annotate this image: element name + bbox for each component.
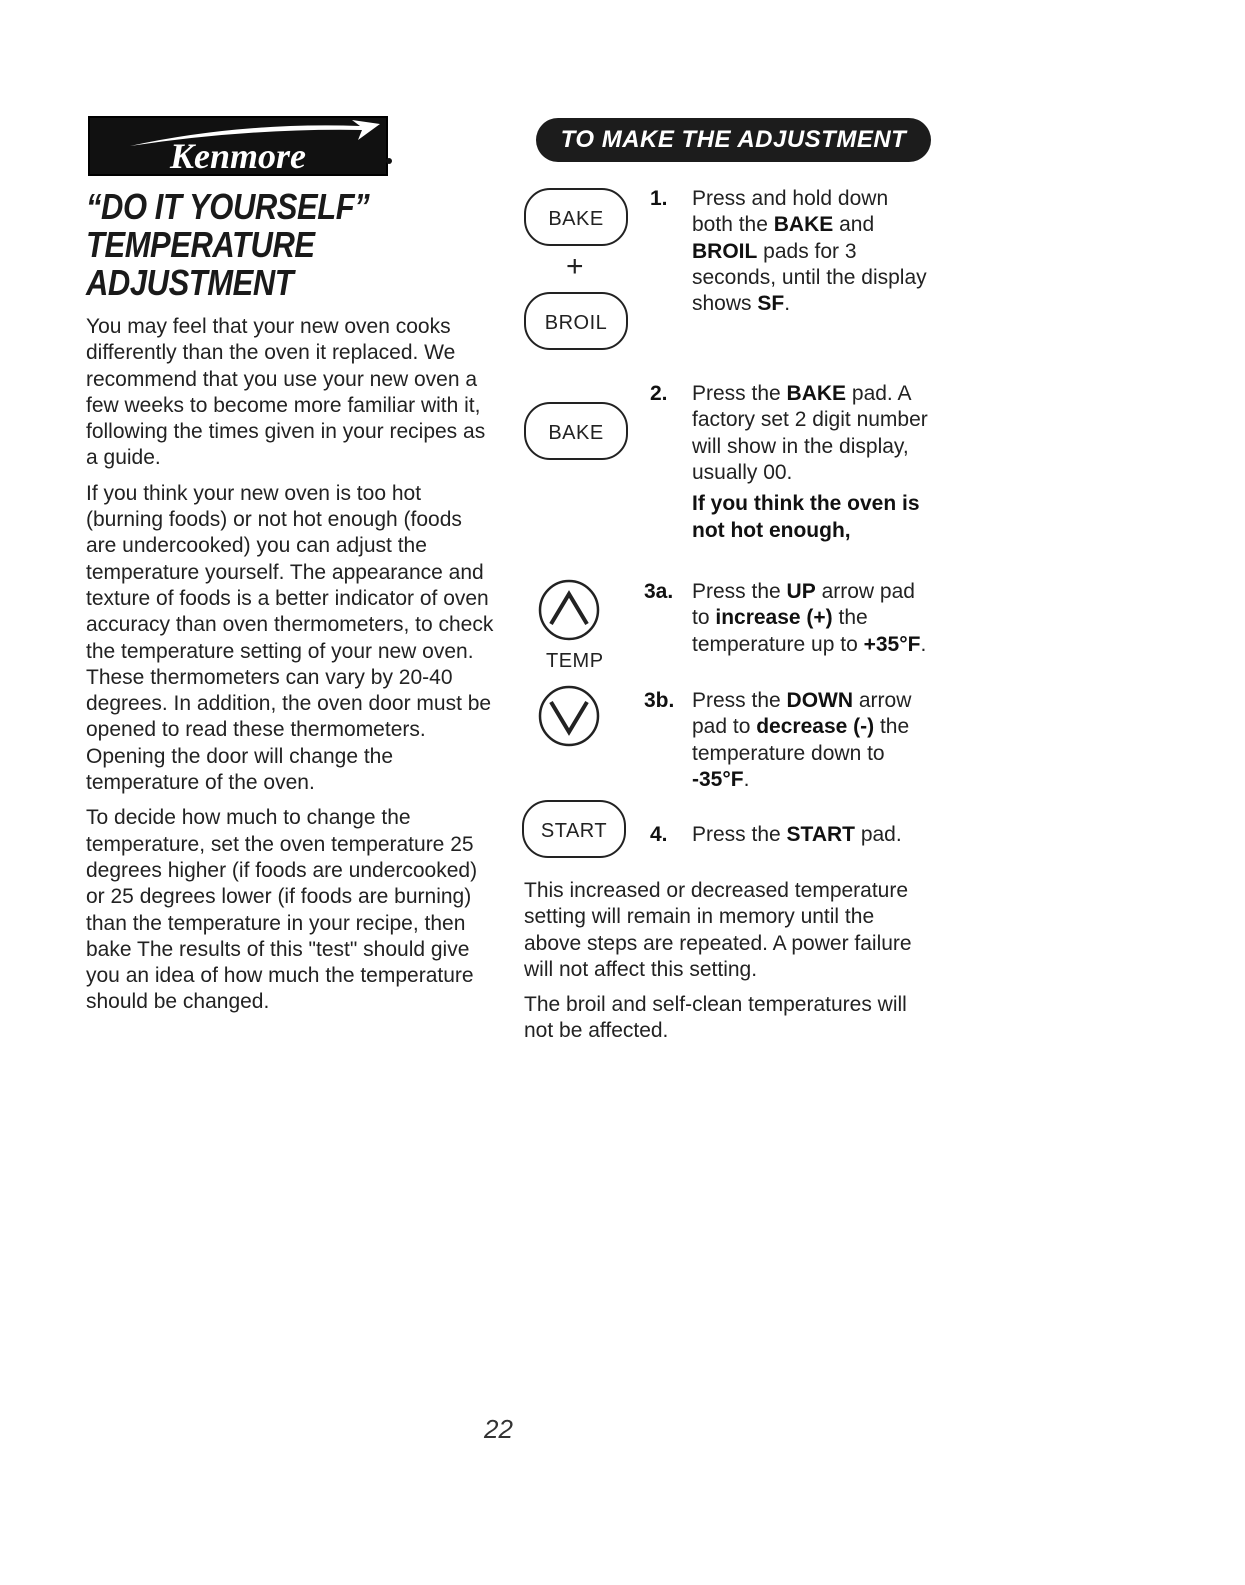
step-3a-number: 3a. [644,580,674,603]
section-banner: TO MAKE THE ADJUSTMENT [536,118,931,162]
title-line-3: ADJUSTMENT [86,262,294,303]
step-2-number: 2. [650,382,668,405]
page-number: 22 [484,1414,513,1444]
up-arrow-icon [537,578,601,642]
kenmore-logo [88,116,388,176]
step-3a-text: Press the UP arrow pad to increase (+) the temperature up to +35°F. [692,580,927,656]
step-4-text: Press the START pad. [692,823,902,846]
logo-swoosh-icon [90,118,386,174]
step-3b-number: 3b. [644,689,675,712]
step-1-number: 1. [650,187,668,210]
broil-pad-icon: BROIL [524,292,628,350]
logo-period [386,158,392,164]
start-pad-icon: START [522,800,626,858]
step-3b-text: Press the DOWN arrow pad to decrease (-) the temperature down to -35°F. [692,689,912,791]
intro-paragraph: You may feel that your new oven cooks differently than the oven it replaced. We recommend that you use your new oven a few weeks to become more familiar with it, following the times given in your recipes as a guide. [86,315,486,470]
right-column-text [524,878,934,1054]
step-2-text: Press the BAKE pad. A factory set 2 digit number will show in the display, usually 00. [692,382,928,484]
bake-pad-icon-2: BAKE [524,402,628,460]
step-4-number: 4. [650,823,668,846]
down-arrow-icon [537,684,601,748]
hot-enough-note: If you think the oven is not hot enough, [692,492,920,542]
title-line-2: TEMPERATURE [86,224,315,265]
test-paragraph: To decide how much to change the temperature, set the oven temperature 25 degrees higher (if foods are undercooked) or 25 degrees lower (if foods are burning) than the temperature in your recipe, then bake The results of this "test" should give you an idea of how much the temperature should be changed. [86,806,478,1014]
page-title [86,188,430,302]
bake-pad-icon: BAKE [524,188,628,246]
adjust-paragraph: If you think your new oven is too hot (burning foods) or not hot enough (foods are undercooked) you can adjust the temperature yourself. The appearance and texture of foods is a better indicator of oven accuracy than oven thermometers, to check the temperature setting of your new oven. These thermometers can vary by 20-40 degrees. In addition, the oven door must be opened to read these thermometers. Opening the door will change the temperature of the oven. [86,481,494,795]
broil-selfclean-paragraph: The broil and self-clean temperatures will not be affected. [524,993,907,1043]
step-1-text: Press and hold down both the BAKE and BROIL pads for 3 seconds, until the display shows SF. [692,187,927,316]
left-column-text [86,314,496,1025]
temp-label: TEMP [546,650,604,672]
memory-paragraph: This increased or decreased temperature setting will remain in memory until the above steps are repeated. A power failure will not affect this setting. [524,879,912,981]
plus-sign: + [566,250,584,283]
title-line-1: “DO IT YOURSELF” [86,186,370,227]
logo-wordmark: Kenmore [169,136,307,174]
